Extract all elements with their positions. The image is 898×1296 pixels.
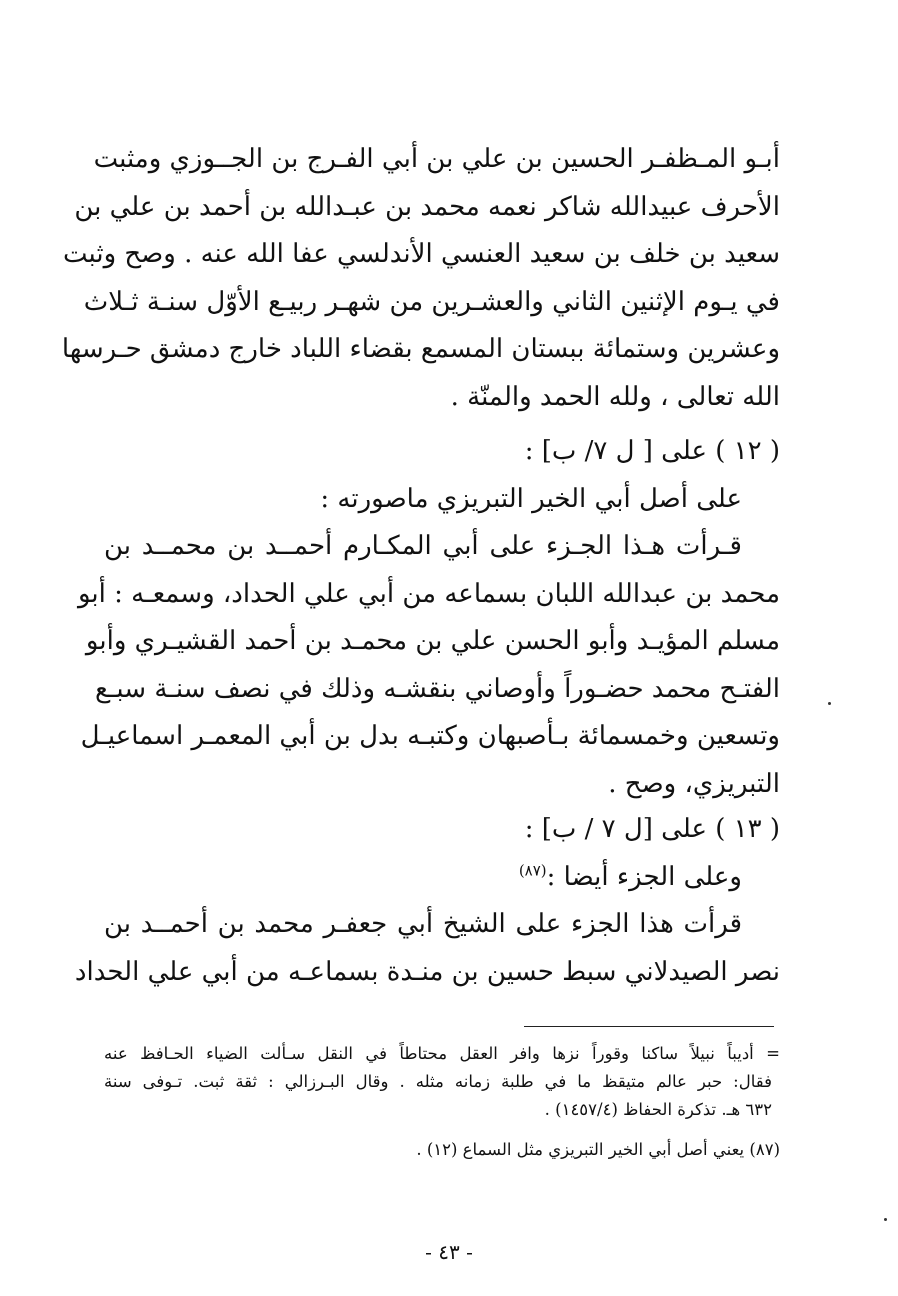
- scan-speck: [884, 1218, 887, 1221]
- text-line: وعشرين وستمائة ببستان المسمع بقضاء اللباد خارج دمشق حـرسها: [61, 334, 780, 364]
- footnote-87: (٨٧) يعني أصل أبي الخير التبريزي مثل السماع (١٢) .: [416, 1140, 780, 1159]
- subheading-text: وعلى الجزء أيضا :: [546, 861, 742, 892]
- scan-speck: [828, 702, 831, 705]
- entry-13: [74, 806, 780, 996]
- footnote-separator: [524, 1026, 774, 1027]
- text-line: وتسعين وخمسمائة بـأصبهان وكتبـه بدل بن أبي المعمـر اسماعيـل: [80, 721, 780, 751]
- entry-heading: ( ١٢ ) على [ ل ٧/ ب] :: [524, 436, 780, 466]
- text-line: الفتـح محمد حضـوراً وأوصاني بنقشـه وذلك في نصف سنـة سبـع: [94, 673, 780, 704]
- text-line: في يـوم الإثنين الثاني والعشـرين من شهـر ربيـع الأوّل سنـة ثـلاث: [83, 286, 780, 317]
- text-line: أبـو المـظفـر الحسين بن علي بن أبي الفـرج بن الجــوزي ومثبت: [93, 144, 780, 174]
- footnote-line: ٦٣٢ هـ. تذكرة الحفاظ (١٤٥٧/٤) .: [544, 1100, 772, 1119]
- text-line: التبريزي، وصح .: [608, 768, 780, 799]
- text-line: نصر الصيدلاني سبط حسين بن منـدة بسماعـه من أبي علي الحداد: [74, 956, 780, 987]
- footnote-line: = أديباً نبيلاً ساكنا وقوراً نزها وافر العقل محتاطاً في النقل سـألت الضياء الحـافظ عنه: [104, 1044, 780, 1063]
- text-line: مسلم المؤيـد وأبو الحسن علي بن محمـد بن أحمد القشيـري وأبو: [85, 626, 780, 656]
- footnote-line: فقال: حبر عالم متيقظ ما في طلبة زمانه مثله . وقال البـرزالي : ثقة ثبت. تـوفى سنة: [104, 1072, 772, 1091]
- footnotes: [104, 1040, 780, 1164]
- footnote-reference: (٨٧): [518, 860, 547, 879]
- text-line: قـرأت هـذا الجـزء على أبي المكـارم أحمــد بن محمــد بن: [104, 531, 742, 561]
- entry-12: [77, 428, 780, 808]
- text-line: قرأت هذا الجزء على الشيخ أبي جعفـر محمد بن أحمــد بن: [104, 909, 742, 939]
- text-line: سعيد بن خلف بن سعيد العنسي الأندلسي عفا الله عنه . وصح وثبت: [62, 239, 780, 269]
- text-line: محمد بن عبدالله اللبان بسماعه من أبي علي الحداد، وسمعـه : أبو: [77, 578, 780, 609]
- entry-subheading: [104, 854, 780, 902]
- entry-subheading: على أصل أبي الخير التبريزي ماصورته :: [320, 483, 742, 514]
- page-number: - ٤٣ -: [425, 1240, 473, 1264]
- paragraph-colophon: [61, 136, 780, 421]
- text-line: الأحرف عبيدالله شاكر نعمه محمد بن عبـدالله بن أحمد بن علي بن: [74, 191, 780, 222]
- text-line: الله تعالى ، ولله الحمد والمنّة .: [450, 381, 780, 412]
- entry-heading: ( ١٣ ) على [ل ٧ / ب] :: [524, 814, 780, 844]
